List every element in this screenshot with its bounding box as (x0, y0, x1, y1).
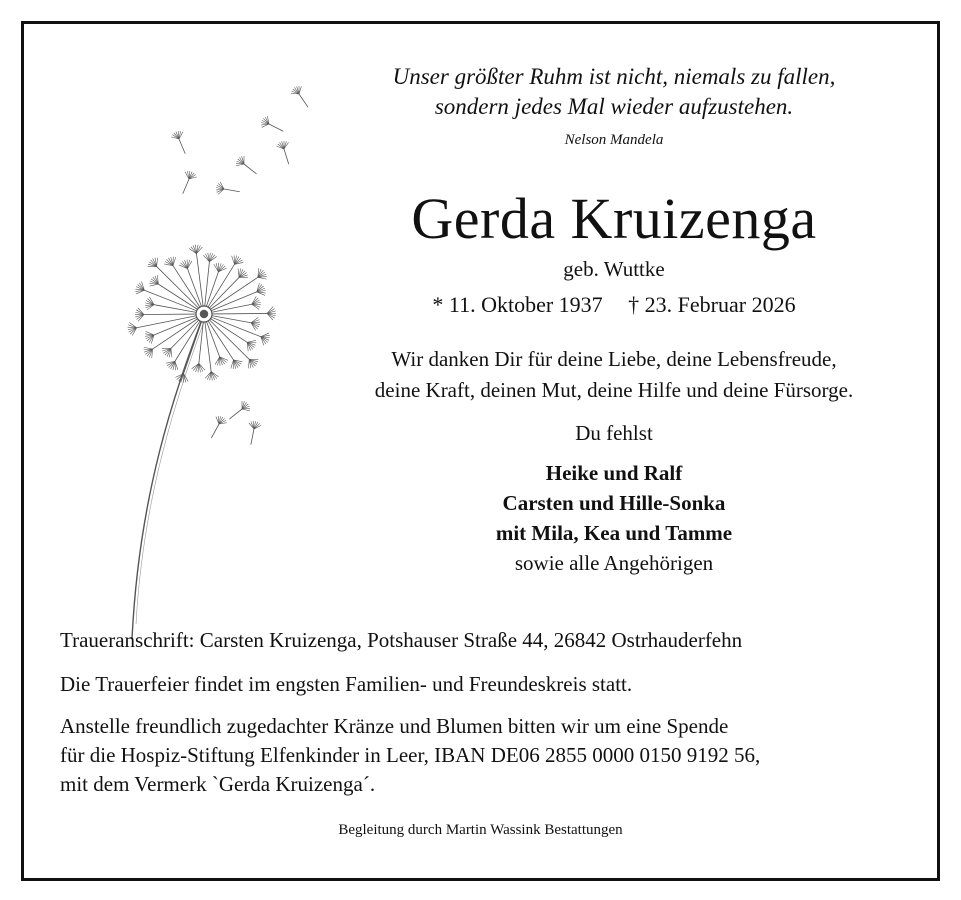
born-name: geb. Wuttke (563, 257, 665, 281)
thanks-line: deine Kraft, deinen Mut, deine Hilfe und deine Fürsorge. (374, 378, 854, 402)
address-text: Traueranschrift: Carsten Kruizenga, Potshauser Straße 44, 26842 Ostrhauderfehn (60, 628, 743, 652)
ceremony-text: Die Trauerfeier findet im engsten Familien- und Freundeskreis statt. (60, 672, 633, 696)
family-line: Carsten und Hille-Sonka (502, 491, 726, 515)
death-date: † 23. Februar 2026 (628, 292, 796, 317)
obituary-frame (21, 21, 940, 881)
donation-text (60, 712, 760, 799)
funeral-home-credit: Begleitung durch Martin Wassink Bestattungen (338, 822, 623, 838)
missed-text: Du fehlst (575, 421, 653, 445)
dandelion-icon (94, 64, 324, 664)
family-line: sowie alle Angehörigen (514, 551, 714, 575)
thanks-text (304, 344, 924, 406)
thanks-line: Wir danken Dir für deine Liebe, deine Lebensfreude, (391, 347, 837, 371)
quote-author: Nelson Mandela (564, 132, 664, 148)
donation-line: Anstelle freundlich zugedachter Kränze und Blumen bitten wir um eine Spende (60, 714, 729, 738)
family-list (304, 458, 924, 578)
quote-line: Unser größter Ruhm ist nicht, niemals zu fallen, (392, 64, 836, 89)
quote-line: sondern jedes Mal wieder aufzustehen. (434, 94, 794, 119)
donation-line: mit dem Vermerk `Gerda Kruizenga´. (60, 772, 376, 796)
deceased-name: Gerda Kruizenga (411, 186, 817, 251)
donation-line: für die Hospiz-Stiftung Elfenkinder in Leer, IBAN DE06 2855 0000 0150 9192 56, (60, 743, 761, 767)
quote (304, 62, 924, 122)
family-line: mit Mila, Kea und Tamme (495, 521, 733, 545)
life-dates (304, 292, 924, 318)
birth-date: * 11. Oktober 1937 (432, 292, 603, 317)
family-line: Heike und Ralf (545, 461, 683, 485)
